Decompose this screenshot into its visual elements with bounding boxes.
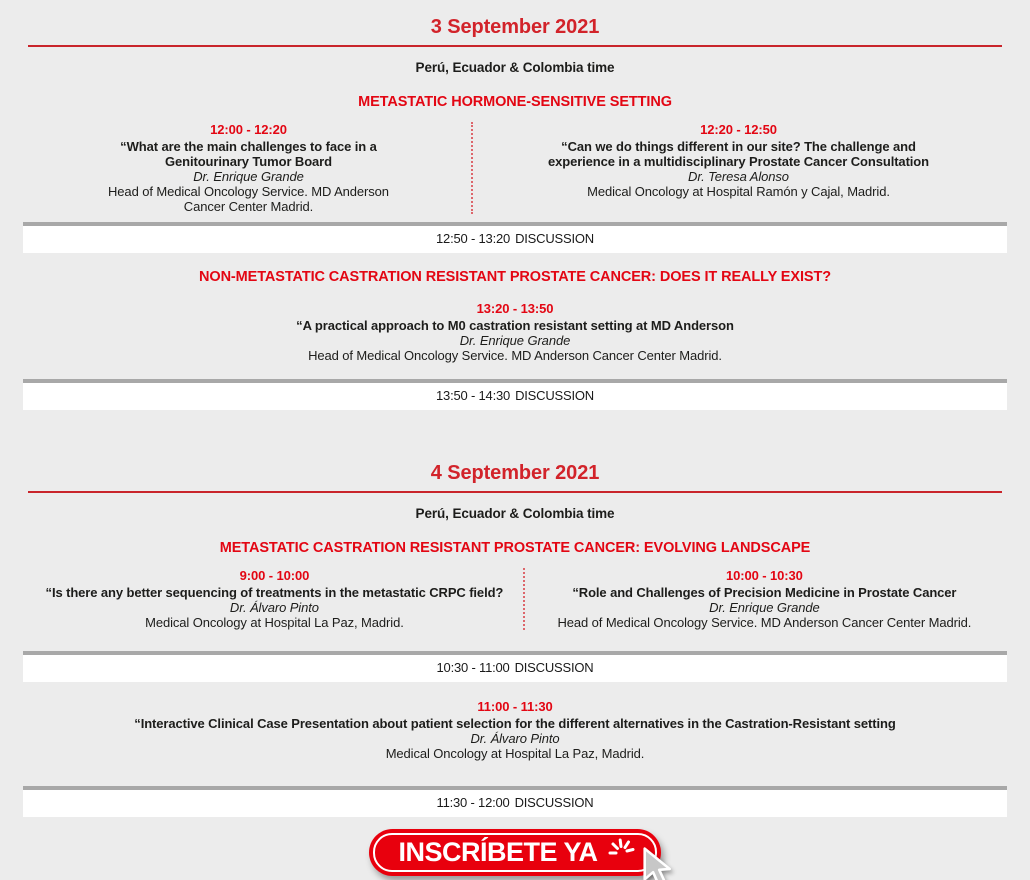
discussion-band <box>23 222 1007 253</box>
day-1-date-title: 3 September 2021 <box>430 16 600 38</box>
discussion-band <box>23 651 1007 682</box>
session-affiliation: Head of Medical Oncology Service. MD Anderson Cancer Center Madrid. <box>108 184 389 214</box>
session-affiliation: Medical Oncology at Hospital Ramón y Cajal, Madrid. <box>587 184 890 199</box>
session-speaker: Dr. Teresa Alonso <box>688 169 789 184</box>
session-time: 11:00 - 11:30 <box>477 699 553 714</box>
session-affiliation: Medical Oncology at Hospital La Paz, Madrid. <box>145 615 404 630</box>
register-button[interactable] <box>369 829 661 876</box>
day-2-timezone: Perú, Ecuador & Colombia time <box>415 506 615 521</box>
discussion-time: 10:30 - 11:00 <box>436 660 510 675</box>
session-time: 12:20 - 12:50 <box>700 122 777 137</box>
discussion-time: 12:50 - 13:20 <box>436 231 511 246</box>
session-time: 12:00 - 12:20 <box>210 122 287 137</box>
discussion-label: DISCUSSION <box>514 660 594 675</box>
discussion-label: DISCUSSION <box>515 231 594 246</box>
session-speaker: Dr. Álvaro Pinto <box>229 600 319 615</box>
day-2-divider-rule <box>28 491 1002 493</box>
session-title: “Role and Challenges of Precision Medicine in Prostate Cancer <box>572 585 957 600</box>
discussion-band <box>23 786 1007 817</box>
day-2-date-title: 4 September 2021 <box>430 462 600 484</box>
session-13-20 <box>0 301 1030 363</box>
discussion-time: 11:30 - 12:00 <box>436 795 510 810</box>
session-title: “Interactive Clinical Case Presentation about patient selection for the different alternatives in the Castration-Resistant setting <box>134 716 896 731</box>
session-affiliation: Head of Medical Oncology Service. MD Anderson Cancer Center Madrid. <box>308 348 722 363</box>
discussion-label: DISCUSSION <box>515 388 594 403</box>
session-speaker: Dr. Enrique Grande <box>459 333 571 348</box>
session-11-00 <box>0 699 1030 761</box>
session-title: “Is there any better sequencing of treatments in the metastatic CRPC field? <box>45 585 504 600</box>
register-button-label: INSCRÍBETE YA <box>398 837 598 867</box>
day-1-session-columns <box>26 122 1004 214</box>
session-time: 10:00 - 10:30 <box>726 568 803 583</box>
session-time: 13:20 - 13:50 <box>476 301 554 316</box>
session-time: 9:00 - 10:00 <box>239 568 310 583</box>
session-speaker: Dr. Enrique Grande <box>709 600 820 615</box>
session-affiliation: Medical Oncology at Hospital La Paz, Madrid. <box>385 746 645 761</box>
session-speaker: Dr. Álvaro Pinto <box>470 731 560 746</box>
session-affiliation: Head of Medical Oncology Service. MD Anderson Cancer Center Madrid. <box>557 615 972 630</box>
session-speaker: Dr. Enrique Grande <box>193 169 304 184</box>
day-1-timezone: Perú, Ecuador & Colombia time <box>415 60 615 75</box>
day-2 <box>0 462 1030 817</box>
discussion-label: DISCUSSION <box>514 795 594 810</box>
day-1-section-1-heading: METASTATIC HORMONE-SENSITIVE SETTING <box>358 94 672 110</box>
session-title: “A practical approach to M0 castration resistant setting at MD Anderson <box>296 318 734 333</box>
day-1-divider-rule <box>28 45 1002 47</box>
day-2-section-1-heading: METASTATIC CASTRATION RESISTANT PROSTATE CANCER: EVOLVING LANDSCAPE <box>219 540 811 556</box>
session-12-00 <box>26 122 471 214</box>
session-12-20 <box>471 122 1004 214</box>
cursor-arrow-icon <box>639 847 673 880</box>
cta-container <box>0 829 1030 876</box>
day-1-section-2-heading: NON-METASTATIC CASTRATION RESISTANT PROSTATE CANCER: DOES IT REALLY EXIST? <box>199 269 831 285</box>
discussion-band <box>23 379 1007 410</box>
session-title: “What are the main challenges to face in a Genitourinary Tumor Board <box>120 139 377 169</box>
click-burst-icon <box>607 836 637 866</box>
day-2-session-columns <box>26 568 1004 630</box>
day-1 <box>0 0 1030 410</box>
discussion-time: 13:50 - 14:30 <box>436 388 511 403</box>
session-9-00 <box>26 568 523 630</box>
session-10-00 <box>523 568 1004 630</box>
session-title: “Can we do things different in our site? The challenge and experience in a multidisciplinary Prostate Cancer Consultation <box>547 139 929 169</box>
